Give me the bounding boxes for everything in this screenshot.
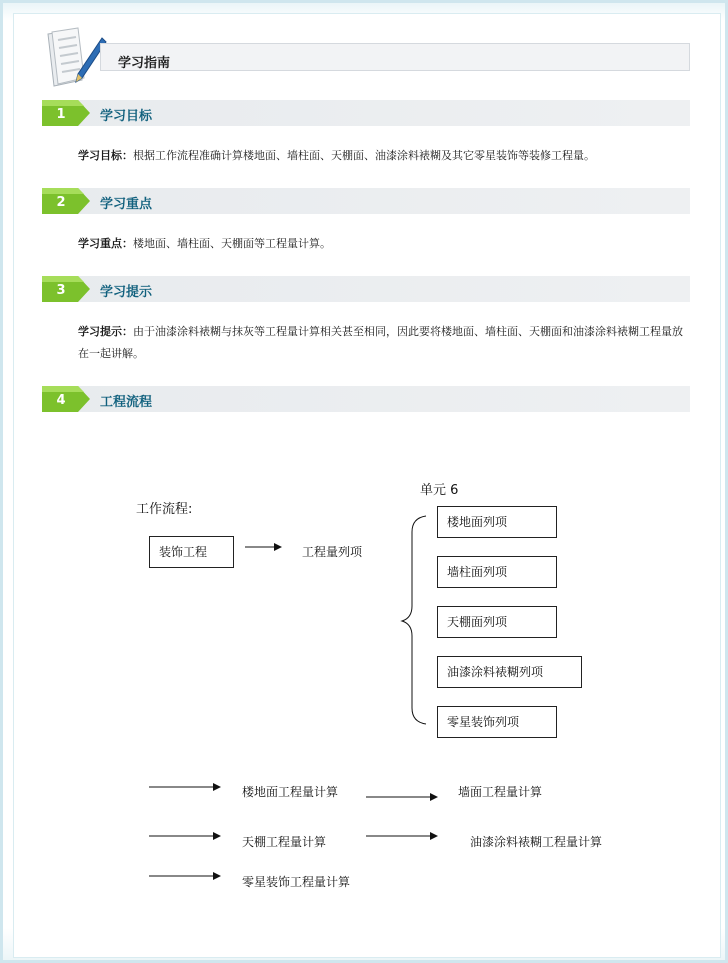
flow-start-box: 装饰工程: [149, 536, 234, 568]
unit-label: 单元 6: [420, 483, 459, 498]
paragraph-label: 学习重点：: [78, 237, 133, 250]
paragraph-label: 学习提示：: [78, 325, 133, 338]
calc-label: 零星装饰工程量计算: [242, 875, 351, 889]
flow-item-box: 楼地面列项: [437, 506, 557, 538]
flow-item-box: 零星装饰列项: [437, 706, 557, 738]
svg-text:1: 1: [56, 107, 66, 122]
svg-text:4: 4: [56, 393, 66, 408]
section-title: 学习目标: [100, 109, 153, 124]
flow-item-box: 墙柱面列项: [437, 556, 557, 588]
section-title: 学习重点: [100, 197, 153, 212]
workflow-label: 工作流程:: [136, 502, 193, 517]
curly-brace: [402, 516, 426, 724]
calc-label: 墙面工程量计算: [458, 785, 543, 799]
paragraph-text: 由于油漆涂料裱糊与抹灰等工程量计算相关甚至相同，因此要将楼地面、墙柱面、天棚面和油漆涂料裱糊工程量放在一起讲解。: [78, 325, 683, 360]
list-label: 工程量列项: [302, 545, 363, 559]
calc-label: 天棚工程量计算: [242, 835, 327, 849]
paragraph-label: 学习目标：: [78, 149, 133, 162]
svg-text:3: 3: [56, 283, 66, 298]
paragraph-text: 楼地面、墙柱面、天棚面等工程量计算。: [133, 237, 331, 250]
section-title: 学习提示: [100, 285, 153, 300]
guide-title: 学习指南: [118, 56, 171, 71]
calc-label: 楼地面工程量计算: [242, 785, 339, 799]
svg-text:2: 2: [56, 195, 66, 210]
flow-item-box: 天棚面列项: [437, 606, 557, 638]
section-title: 工程流程: [100, 395, 153, 410]
calc-label: 油漆涂料裱糊工程量计算: [470, 835, 603, 849]
paragraph-text: 根据工作流程准确计算楼地面、墙柱面、天棚面、油漆涂料裱糊及其它零星装饰等装修工程量。: [133, 149, 595, 162]
flow-item-box: 油漆涂料裱糊列项: [437, 656, 582, 688]
